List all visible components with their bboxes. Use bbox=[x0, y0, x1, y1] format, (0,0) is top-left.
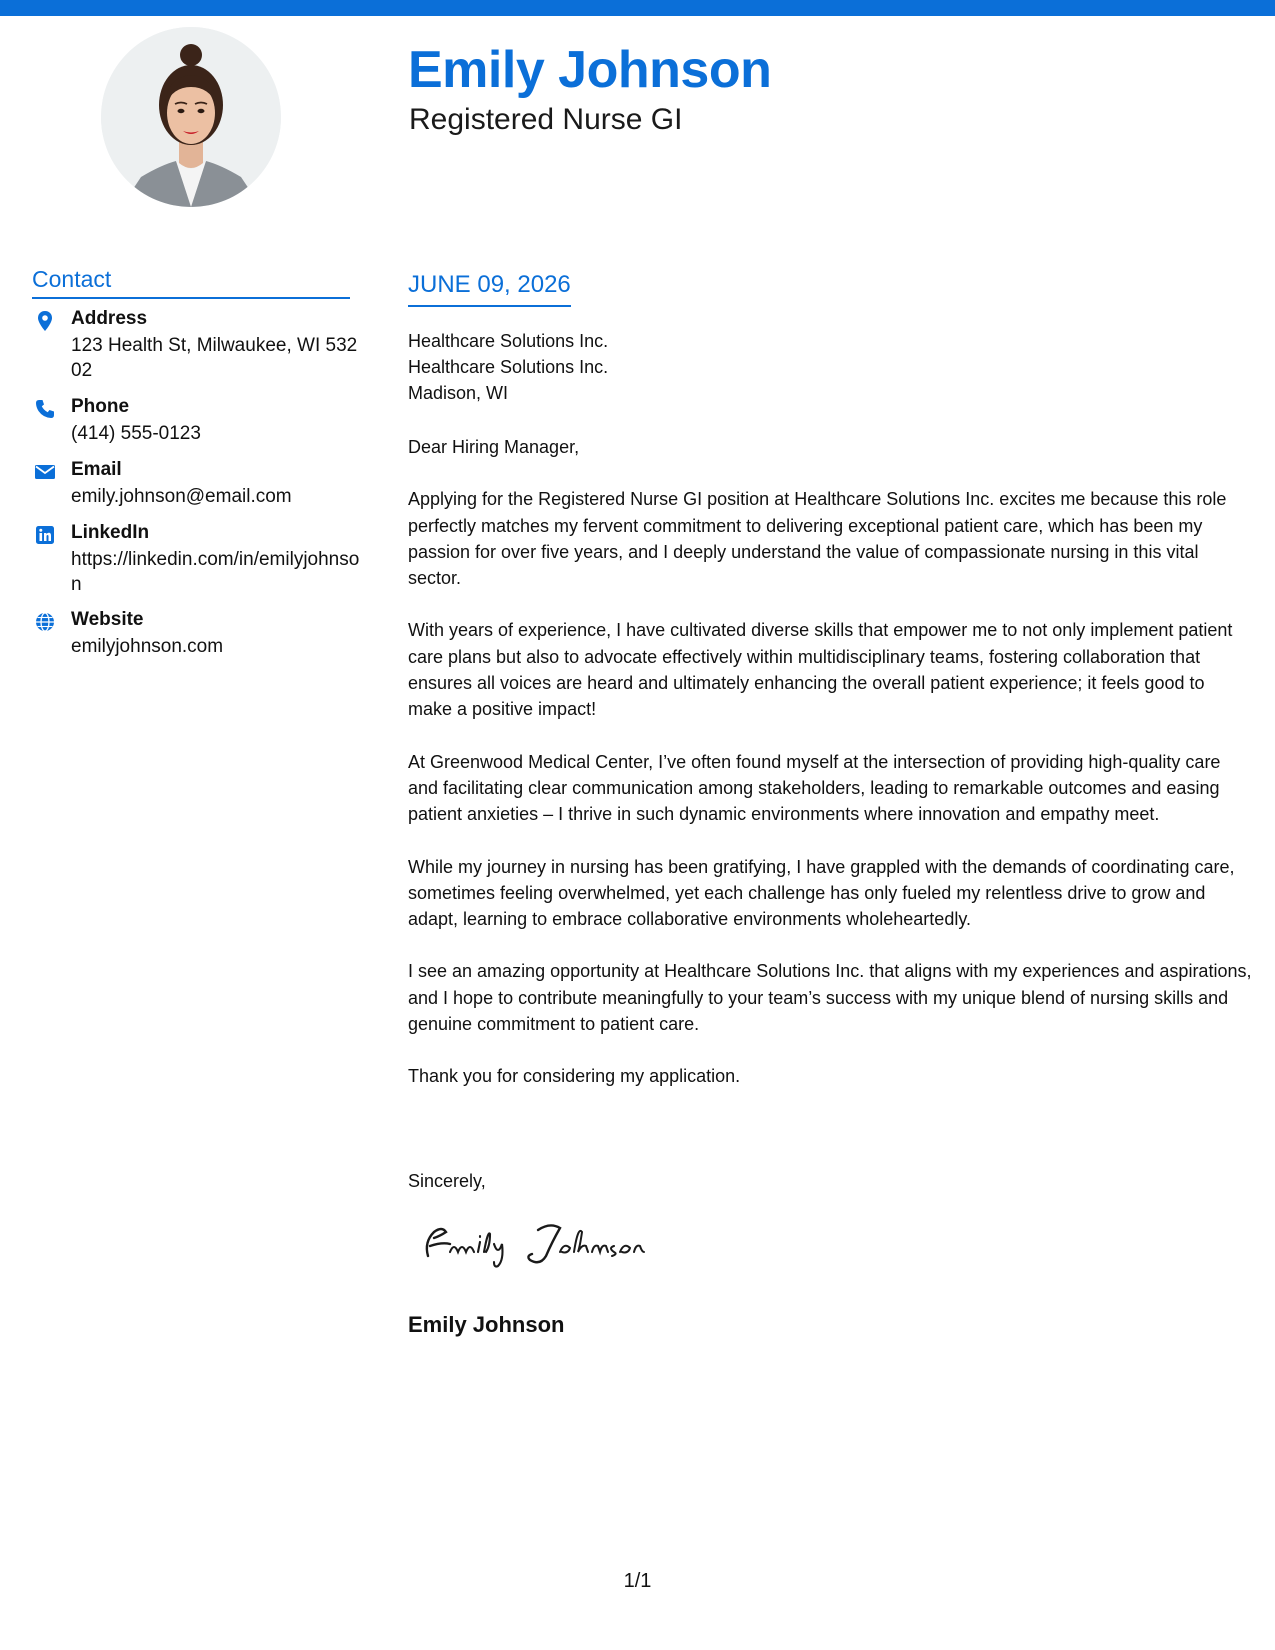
contact-heading: Contact bbox=[32, 266, 350, 299]
job-title: Registered Nurse GI bbox=[409, 103, 683, 136]
contact-label: LinkedIn bbox=[71, 522, 150, 543]
globe-icon bbox=[34, 611, 56, 633]
phone-icon bbox=[34, 398, 56, 420]
letter-body bbox=[408, 434, 1253, 1116]
linkedin-link[interactable]: https://linkedin.com/in/emilyjohnson bbox=[71, 549, 360, 595]
page-number: 1/1 bbox=[623, 1570, 652, 1592]
contact-value: (414) 555-0123 bbox=[71, 423, 201, 444]
body-paragraph: While my journey in nursing has been gratifying, I have grappled with the demands of coordinating care, sometimes feeling overwhelmed, yet each challenge has only fueled my relentless drive to grow and adapt, learning to embrace collaborative environments wholeheartedly. bbox=[408, 856, 1235, 930]
contact-label: Email bbox=[71, 459, 122, 480]
closing: Sincerely, bbox=[408, 1171, 486, 1191]
location-pin-icon bbox=[34, 310, 56, 332]
letter-date: JUNE 09, 2026 bbox=[408, 271, 571, 307]
avatar bbox=[101, 27, 281, 207]
body-paragraph: With years of experience, I have cultivated diverse skills that empower me to not only implement patient care plans but also to advocate effectively within multidisciplinary teams, fostering collaboration that ensures all voices are heard and ultimately enhancing the overall patient experience; it feels good to make a positive impact! bbox=[408, 620, 1233, 720]
contact-label: Website bbox=[71, 609, 144, 630]
top-accent-bar bbox=[0, 0, 1275, 16]
recipient-line: Madison, WI bbox=[408, 383, 509, 403]
email-icon bbox=[34, 461, 56, 483]
applicant-name: Emily Johnson bbox=[408, 41, 772, 99]
signer-name: Emily Johnson bbox=[408, 1312, 565, 1337]
body-paragraph: I see an amazing opportunity at Healthcare Solutions Inc. that aligns with my experiences and aspirations, and I hope to contribute meaningfully to your team’s success with my unique blend of nursing skills and genuine commitment to patient care. bbox=[408, 961, 1252, 1035]
email-link[interactable]: emily.johnson@email.com bbox=[71, 486, 292, 507]
contact-value: 123 Health St, Milwaukee, WI 53202 bbox=[71, 335, 358, 381]
contact-label: Phone bbox=[71, 396, 130, 417]
body-paragraph: At Greenwood Medical Center, I’ve often found myself at the intersection of providing high-quality care and facilitating clear communication among stakeholders, leading to remarkable outcomes and easing patient anxieties – I thrive in such dynamic environments where innovation and empathy meet. bbox=[408, 751, 1221, 825]
recipient-line: Healthcare Solutions Inc. bbox=[408, 357, 609, 377]
recipient-block bbox=[408, 328, 608, 406]
website-link[interactable]: emilyjohnson.com bbox=[71, 636, 224, 657]
handwritten-signature bbox=[420, 1212, 660, 1272]
recipient-line: Healthcare Solutions Inc. bbox=[408, 331, 609, 351]
body-paragraph: Thank you for considering my application. bbox=[408, 1066, 741, 1087]
linkedin-icon bbox=[34, 524, 56, 546]
body-paragraph: Applying for the Registered Nurse GI position at Healthcare Solutions Inc. excites me because this role perfectly matches my fervent commitment to delivering exceptional patient care, which has been my passion for over five years, and I deeply understand the value of compassionate nursing in this vital sector. bbox=[408, 489, 1227, 589]
salutation: Dear Hiring Manager, bbox=[408, 437, 580, 457]
contact-label: Address bbox=[71, 308, 148, 329]
